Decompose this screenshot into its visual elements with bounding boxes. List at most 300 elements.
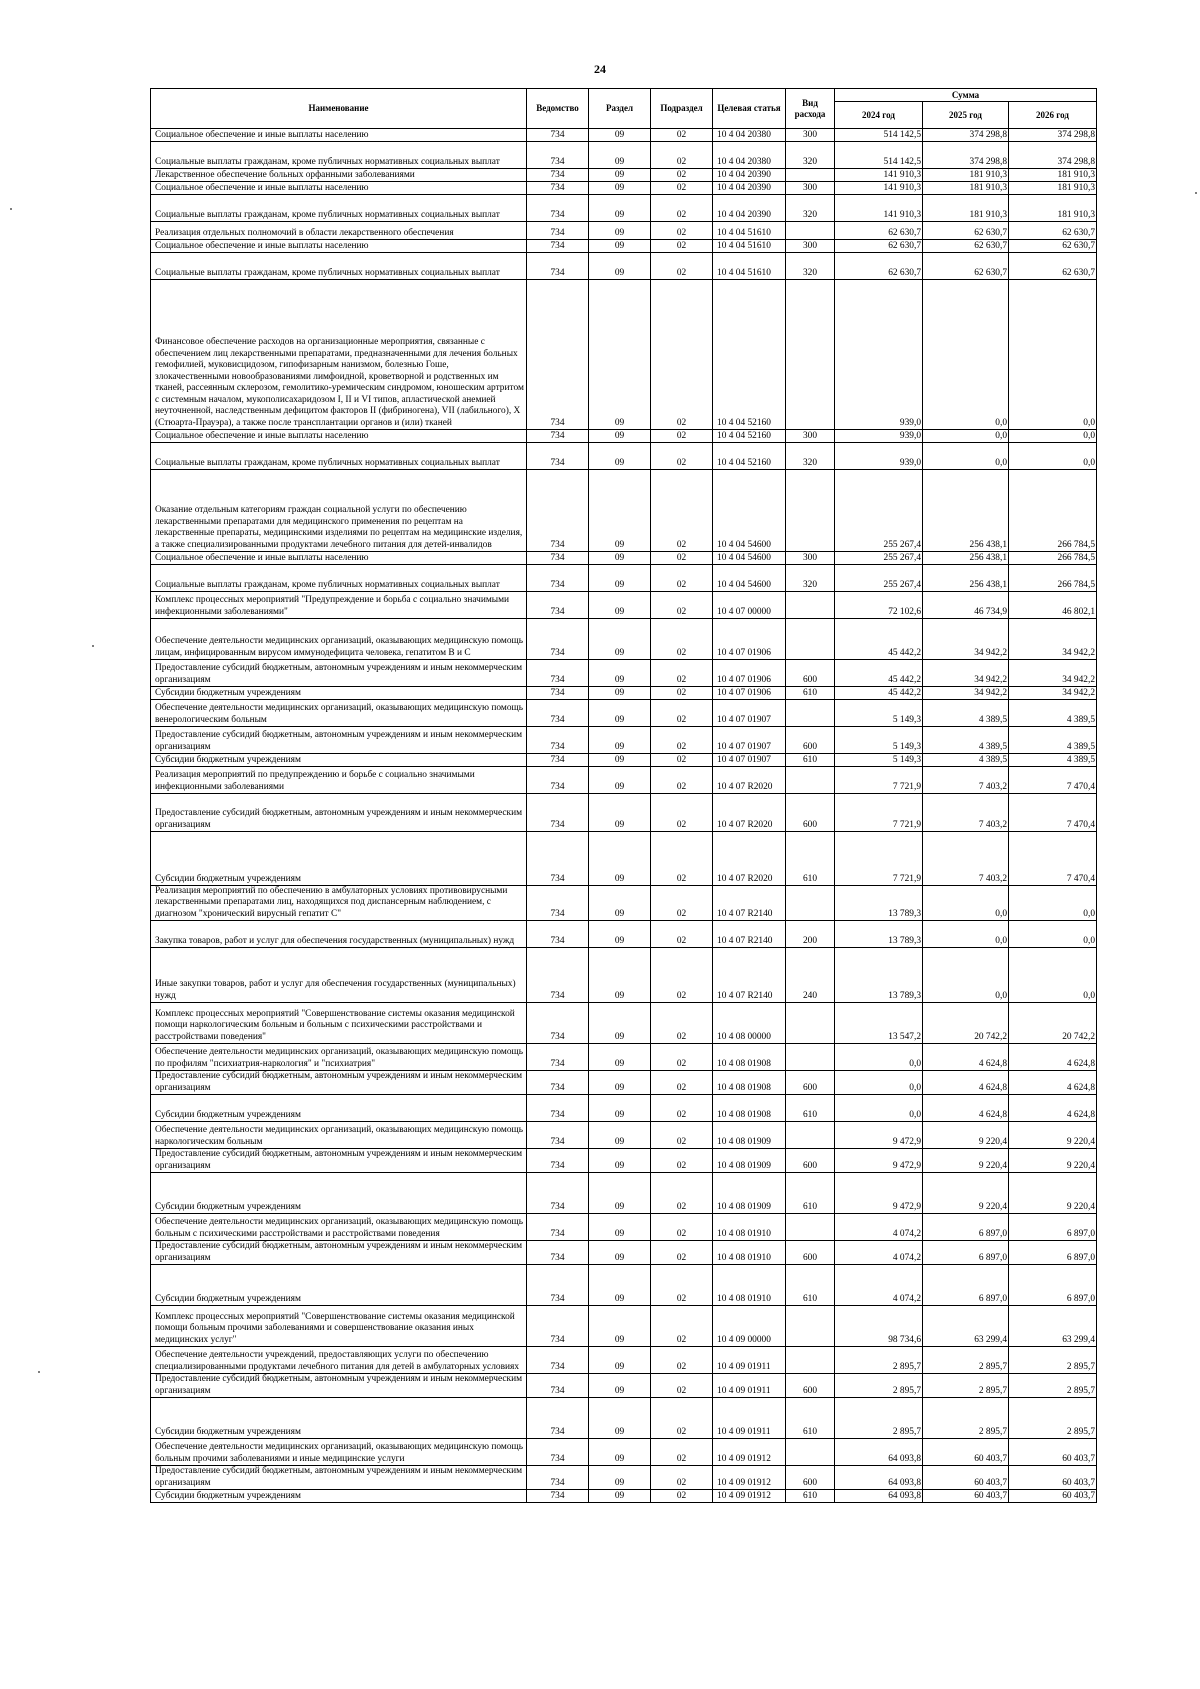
row-sum-2024: 0,0 xyxy=(835,1044,923,1071)
row-section: 09 xyxy=(589,280,651,430)
table-row xyxy=(151,470,1097,552)
row-name: Закупка товаров, работ и услуг для обеспечения государственных (муниципальных) нужд xyxy=(151,921,527,948)
row-dept: 734 xyxy=(527,1044,589,1071)
row-subsection: 02 xyxy=(651,921,713,948)
row-dept: 734 xyxy=(527,253,589,280)
row-target: 10 4 04 20390 xyxy=(713,182,786,195)
row-subsection: 02 xyxy=(651,470,713,552)
row-subsection: 02 xyxy=(651,1490,713,1503)
row-name: Субсидии бюджетным учреждениям xyxy=(151,754,527,767)
row-kind: 300 xyxy=(786,129,835,142)
row-target: 10 4 04 54600 xyxy=(713,470,786,552)
row-sum-2025: 0,0 xyxy=(923,948,1009,1003)
row-kind: 600 xyxy=(786,1374,835,1398)
table-row xyxy=(151,552,1097,565)
row-sum-2025: 9 220,4 xyxy=(923,1122,1009,1149)
row-kind: 300 xyxy=(786,430,835,443)
row-name: Субсидии бюджетным учреждениям xyxy=(151,832,527,886)
row-kind: 610 xyxy=(786,754,835,767)
row-sum-2024: 4 074,2 xyxy=(835,1265,923,1306)
row-sum-2025: 34 942,2 xyxy=(923,619,1009,660)
table-row xyxy=(151,700,1097,727)
row-section: 09 xyxy=(589,129,651,142)
row-dept: 734 xyxy=(527,794,589,832)
row-kind: 320 xyxy=(786,253,835,280)
row-sum-2025: 62 630,7 xyxy=(923,222,1009,240)
row-name: Лекарственное обеспечение больных орфанными заболеваниями xyxy=(151,169,527,182)
row-sum-2026: 6 897,0 xyxy=(1009,1265,1097,1306)
row-dept: 734 xyxy=(527,129,589,142)
row-sum-2025: 0,0 xyxy=(923,430,1009,443)
row-target: 10 4 04 20380 xyxy=(713,129,786,142)
row-section: 09 xyxy=(589,687,651,700)
row-sum-2026: 181 910,3 xyxy=(1009,169,1097,182)
row-sum-2025: 6 897,0 xyxy=(923,1241,1009,1265)
table-row xyxy=(151,948,1097,1003)
table-row xyxy=(151,921,1097,948)
row-target: 10 4 08 01909 xyxy=(713,1149,786,1173)
row-target: 10 4 04 20380 xyxy=(713,142,786,169)
row-target: 10 4 04 54600 xyxy=(713,552,786,565)
table-row xyxy=(151,886,1097,921)
row-kind: 200 xyxy=(786,921,835,948)
row-sum-2026: 4 389,5 xyxy=(1009,754,1097,767)
row-dept: 734 xyxy=(527,1122,589,1149)
table-header xyxy=(151,89,1097,129)
table-row xyxy=(151,280,1097,430)
row-subsection: 02 xyxy=(651,182,713,195)
table-row xyxy=(151,1095,1097,1122)
row-sum-2025: 20 742,2 xyxy=(923,1003,1009,1044)
table-row xyxy=(151,1241,1097,1265)
table-row xyxy=(151,1173,1097,1214)
row-sum-2026: 2 895,7 xyxy=(1009,1374,1097,1398)
row-dept: 734 xyxy=(527,886,589,921)
row-name: Обеспечение деятельности медицинских организаций, оказывающих медицинскую помощь венерологическим больным xyxy=(151,700,527,727)
row-subsection: 02 xyxy=(651,240,713,253)
row-kind xyxy=(786,592,835,619)
header-kind: Вид расхода xyxy=(786,89,835,129)
row-sum-2025: 62 630,7 xyxy=(923,253,1009,280)
row-target: 10 4 08 01910 xyxy=(713,1241,786,1265)
row-target: 10 4 04 51610 xyxy=(713,240,786,253)
row-dept: 734 xyxy=(527,470,589,552)
header-2025: 2025 год xyxy=(923,102,1009,129)
row-sum-2025: 6 897,0 xyxy=(923,1214,1009,1241)
table-row xyxy=(151,129,1097,142)
row-target: 10 4 07 00000 xyxy=(713,592,786,619)
row-target: 10 4 09 01911 xyxy=(713,1347,786,1374)
row-sum-2025: 9 220,4 xyxy=(923,1173,1009,1214)
table-row xyxy=(151,619,1097,660)
row-kind xyxy=(786,1003,835,1044)
row-sum-2025: 62 630,7 xyxy=(923,240,1009,253)
row-subsection: 02 xyxy=(651,195,713,222)
row-sum-2025: 60 403,7 xyxy=(923,1466,1009,1490)
table-row xyxy=(151,565,1097,592)
row-dept: 734 xyxy=(527,767,589,794)
row-name: Предоставление субсидий бюджетным, автономным учреждениям и иным некоммерческим организациям xyxy=(151,1241,527,1265)
row-target: 10 4 09 01911 xyxy=(713,1374,786,1398)
row-kind xyxy=(786,222,835,240)
row-name: Обеспечение деятельности медицинских организаций, оказывающих медицинскую помощь больным прочими заболеваниями и иные медицинские услуги xyxy=(151,1439,527,1466)
row-kind: 610 xyxy=(786,1398,835,1439)
row-sum-2024: 2 895,7 xyxy=(835,1374,923,1398)
row-section: 09 xyxy=(589,794,651,832)
table-row xyxy=(151,767,1097,794)
budget-table xyxy=(150,88,1097,1503)
row-sum-2026: 0,0 xyxy=(1009,430,1097,443)
row-name: Социальные выплаты гражданам, кроме публичных нормативных социальных выплат xyxy=(151,253,527,280)
row-section: 09 xyxy=(589,660,651,687)
row-target: 10 4 07 R2140 xyxy=(713,948,786,1003)
row-dept: 734 xyxy=(527,430,589,443)
row-sum-2026: 374 298,8 xyxy=(1009,142,1097,169)
row-sum-2024: 7 721,9 xyxy=(835,832,923,886)
row-name: Субсидии бюджетным учреждениям xyxy=(151,1173,527,1214)
row-target: 10 4 07 01906 xyxy=(713,619,786,660)
row-sum-2025: 7 403,2 xyxy=(923,767,1009,794)
row-kind: 600 xyxy=(786,660,835,687)
row-target: 10 4 08 01910 xyxy=(713,1214,786,1241)
row-section: 09 xyxy=(589,169,651,182)
row-section: 09 xyxy=(589,222,651,240)
row-section: 09 xyxy=(589,1241,651,1265)
row-section: 09 xyxy=(589,767,651,794)
row-section: 09 xyxy=(589,619,651,660)
row-section: 09 xyxy=(589,727,651,754)
row-sum-2026: 4 389,5 xyxy=(1009,727,1097,754)
row-target: 10 4 07 01906 xyxy=(713,660,786,687)
row-subsection: 02 xyxy=(651,169,713,182)
row-kind xyxy=(786,1214,835,1241)
row-dept: 734 xyxy=(527,700,589,727)
row-subsection: 02 xyxy=(651,443,713,470)
row-kind: 610 xyxy=(786,1265,835,1306)
row-sum-2024: 9 472,9 xyxy=(835,1149,923,1173)
row-kind: 600 xyxy=(786,1149,835,1173)
row-kind: 300 xyxy=(786,240,835,253)
row-subsection: 02 xyxy=(651,1347,713,1374)
row-name: Социальные выплаты гражданам, кроме публичных нормативных социальных выплат xyxy=(151,195,527,222)
row-sum-2024: 64 093,8 xyxy=(835,1439,923,1466)
table-row xyxy=(151,253,1097,280)
row-kind: 320 xyxy=(786,565,835,592)
row-sum-2026: 4 624,8 xyxy=(1009,1095,1097,1122)
row-section: 09 xyxy=(589,1122,651,1149)
row-section: 09 xyxy=(589,1490,651,1503)
row-sum-2024: 98 734,6 xyxy=(835,1306,923,1347)
row-sum-2026: 266 784,5 xyxy=(1009,565,1097,592)
row-name: Обеспечение деятельности медицинских организаций, оказывающих медицинскую помощь наркологическим больным xyxy=(151,1122,527,1149)
header-subsection: Подраздел xyxy=(651,89,713,129)
row-sum-2024: 141 910,3 xyxy=(835,195,923,222)
row-sum-2024: 13 547,2 xyxy=(835,1003,923,1044)
scan-speck xyxy=(10,208,12,210)
row-name: Субсидии бюджетным учреждениям xyxy=(151,1490,527,1503)
row-name: Комплекс процессных мероприятий "Совершенствование системы оказания медицинской помощи больным прочими заболеваниями и совершенствование оказания иных медицинских услуг" xyxy=(151,1306,527,1347)
row-dept: 734 xyxy=(527,142,589,169)
row-dept: 734 xyxy=(527,660,589,687)
row-kind: 610 xyxy=(786,832,835,886)
row-name: Комплекс процессных мероприятий "Совершенствование системы оказания медицинской помощи наркологическим больным и больным с психическими расстройствами и расстройствами поведения" xyxy=(151,1003,527,1044)
row-section: 09 xyxy=(589,565,651,592)
row-section: 09 xyxy=(589,430,651,443)
row-section: 09 xyxy=(589,1398,651,1439)
row-sum-2024: 255 267,4 xyxy=(835,470,923,552)
row-kind: 610 xyxy=(786,1095,835,1122)
row-kind xyxy=(786,1439,835,1466)
row-sum-2024: 939,0 xyxy=(835,280,923,430)
row-sum-2025: 374 298,8 xyxy=(923,142,1009,169)
row-name: Предоставление субсидий бюджетным, автономным учреждениям и иным некоммерческим организациям xyxy=(151,794,527,832)
row-subsection: 02 xyxy=(651,660,713,687)
row-sum-2025: 256 438,1 xyxy=(923,470,1009,552)
row-sum-2026: 266 784,5 xyxy=(1009,470,1097,552)
row-name: Обеспечение деятельности медицинских организаций, оказывающих медицинскую помощь больным с психическими расстройствами и расстройствами поведения xyxy=(151,1214,527,1241)
row-sum-2025: 9 220,4 xyxy=(923,1149,1009,1173)
row-section: 09 xyxy=(589,1173,651,1214)
row-name: Социальное обеспечение и иные выплаты населению xyxy=(151,240,527,253)
row-sum-2026: 2 895,7 xyxy=(1009,1347,1097,1374)
row-sum-2026: 0,0 xyxy=(1009,948,1097,1003)
row-sum-2025: 7 403,2 xyxy=(923,794,1009,832)
row-target: 10 4 09 01912 xyxy=(713,1490,786,1503)
row-sum-2026: 0,0 xyxy=(1009,921,1097,948)
row-sum-2024: 72 102,6 xyxy=(835,592,923,619)
row-sum-2024: 2 895,7 xyxy=(835,1347,923,1374)
row-kind xyxy=(786,886,835,921)
row-name: Комплекс процессных мероприятий "Предупреждение и борьба с социально значимыми инфекционными заболеваниями" xyxy=(151,592,527,619)
row-sum-2026: 20 742,2 xyxy=(1009,1003,1097,1044)
row-target: 10 4 08 00000 xyxy=(713,1003,786,1044)
row-sum-2024: 0,0 xyxy=(835,1071,923,1095)
row-sum-2025: 4 624,8 xyxy=(923,1095,1009,1122)
table-row xyxy=(151,592,1097,619)
table-row xyxy=(151,1398,1097,1439)
row-name: Социальные выплаты гражданам, кроме публичных нормативных социальных выплат xyxy=(151,443,527,470)
row-sum-2026: 0,0 xyxy=(1009,443,1097,470)
row-target: 10 4 04 20390 xyxy=(713,195,786,222)
row-sum-2025: 4 624,8 xyxy=(923,1044,1009,1071)
row-target: 10 4 07 01907 xyxy=(713,754,786,767)
row-sum-2026: 7 470,4 xyxy=(1009,794,1097,832)
row-section: 09 xyxy=(589,1265,651,1306)
row-sum-2024: 64 093,8 xyxy=(835,1490,923,1503)
row-section: 09 xyxy=(589,253,651,280)
row-name: Предоставление субсидий бюджетным, автономным учреждениям и иным некоммерческим организациям xyxy=(151,727,527,754)
row-target: 10 4 04 52160 xyxy=(713,280,786,430)
row-section: 09 xyxy=(589,1071,651,1095)
row-dept: 734 xyxy=(527,1095,589,1122)
table-row xyxy=(151,169,1097,182)
table-row xyxy=(151,222,1097,240)
row-target: 10 4 09 01912 xyxy=(713,1439,786,1466)
row-subsection: 02 xyxy=(651,222,713,240)
row-kind: 300 xyxy=(786,182,835,195)
row-kind xyxy=(786,1347,835,1374)
row-sum-2026: 62 630,7 xyxy=(1009,253,1097,280)
row-subsection: 02 xyxy=(651,1265,713,1306)
row-sum-2025: 0,0 xyxy=(923,886,1009,921)
row-subsection: 02 xyxy=(651,1439,713,1466)
row-dept: 734 xyxy=(527,1173,589,1214)
row-sum-2025: 0,0 xyxy=(923,280,1009,430)
row-dept: 734 xyxy=(527,552,589,565)
row-name: Социальные выплаты гражданам, кроме публичных нормативных социальных выплат xyxy=(151,565,527,592)
row-dept: 734 xyxy=(527,832,589,886)
row-sum-2026: 9 220,4 xyxy=(1009,1122,1097,1149)
row-section: 09 xyxy=(589,948,651,1003)
header-2024: 2024 год xyxy=(835,102,923,129)
row-section: 09 xyxy=(589,443,651,470)
row-name: Реализация мероприятий по обеспечению в амбулаторных условиях противовирусными лекарственными препаратами лиц, находящихся под диспансерным наблюдением, с диагнозом "хронический вирусный гепатит С" xyxy=(151,886,527,921)
row-kind xyxy=(786,1122,835,1149)
row-section: 09 xyxy=(589,240,651,253)
row-sum-2024: 5 149,3 xyxy=(835,727,923,754)
row-subsection: 02 xyxy=(651,727,713,754)
row-sum-2024: 13 789,3 xyxy=(835,886,923,921)
row-dept: 734 xyxy=(527,1398,589,1439)
row-sum-2024: 939,0 xyxy=(835,430,923,443)
row-dept: 734 xyxy=(527,565,589,592)
row-sum-2026: 6 897,0 xyxy=(1009,1241,1097,1265)
row-subsection: 02 xyxy=(651,1149,713,1173)
row-target: 10 4 08 01908 xyxy=(713,1071,786,1095)
table-row xyxy=(151,1347,1097,1374)
row-name: Социальное обеспечение и иные выплаты населению xyxy=(151,129,527,142)
row-target: 10 4 08 01909 xyxy=(713,1122,786,1149)
row-dept: 734 xyxy=(527,1149,589,1173)
row-sum-2026: 2 895,7 xyxy=(1009,1398,1097,1439)
header-dept: Ведомство xyxy=(527,89,589,129)
row-subsection: 02 xyxy=(651,280,713,430)
row-subsection: 02 xyxy=(651,1398,713,1439)
row-dept: 734 xyxy=(527,592,589,619)
row-target: 10 4 04 20390 xyxy=(713,169,786,182)
row-sum-2026: 374 298,8 xyxy=(1009,129,1097,142)
row-target: 10 4 08 01910 xyxy=(713,1265,786,1306)
header-section: Раздел xyxy=(589,89,651,129)
row-sum-2025: 4 389,5 xyxy=(923,754,1009,767)
row-kind: 320 xyxy=(786,142,835,169)
header-2026: 2026 год xyxy=(1009,102,1097,129)
row-sum-2024: 45 442,2 xyxy=(835,687,923,700)
row-target: 10 4 04 52160 xyxy=(713,443,786,470)
row-section: 09 xyxy=(589,886,651,921)
row-section: 09 xyxy=(589,592,651,619)
row-dept: 734 xyxy=(527,1466,589,1490)
page-number: 24 xyxy=(594,62,606,76)
row-kind: 240 xyxy=(786,948,835,1003)
row-sum-2026: 4 624,8 xyxy=(1009,1044,1097,1071)
row-section: 09 xyxy=(589,195,651,222)
row-section: 09 xyxy=(589,754,651,767)
table-row xyxy=(151,794,1097,832)
row-target: 10 4 07 R2140 xyxy=(713,921,786,948)
row-sum-2026: 60 403,7 xyxy=(1009,1490,1097,1503)
row-dept: 734 xyxy=(527,280,589,430)
row-kind: 610 xyxy=(786,1173,835,1214)
row-subsection: 02 xyxy=(651,142,713,169)
row-dept: 734 xyxy=(527,1214,589,1241)
row-sum-2024: 5 149,3 xyxy=(835,754,923,767)
row-kind: 600 xyxy=(786,1241,835,1265)
row-dept: 734 xyxy=(527,727,589,754)
row-target: 10 4 08 01909 xyxy=(713,1173,786,1214)
row-sum-2025: 256 438,1 xyxy=(923,552,1009,565)
row-subsection: 02 xyxy=(651,1306,713,1347)
table-row xyxy=(151,1149,1097,1173)
row-name: Иные закупки товаров, работ и услуг для обеспечения государственных (муниципальных) нужд xyxy=(151,948,527,1003)
row-sum-2026: 9 220,4 xyxy=(1009,1173,1097,1214)
row-sum-2025: 4 389,5 xyxy=(923,727,1009,754)
row-sum-2024: 7 721,9 xyxy=(835,794,923,832)
row-section: 09 xyxy=(589,832,651,886)
row-name: Реализация отдельных полномочий в области лекарственного обеспечения xyxy=(151,222,527,240)
table-row xyxy=(151,660,1097,687)
row-name: Предоставление субсидий бюджетным, автономным учреждениям и иным некоммерческим организациям xyxy=(151,1374,527,1398)
row-sum-2026: 34 942,2 xyxy=(1009,687,1097,700)
row-sum-2026: 63 299,4 xyxy=(1009,1306,1097,1347)
row-sum-2025: 181 910,3 xyxy=(923,182,1009,195)
row-target: 10 4 04 51610 xyxy=(713,222,786,240)
row-subsection: 02 xyxy=(651,832,713,886)
row-name: Финансовое обеспечение расходов на организационные мероприятия, связанные с обеспечением лиц лекарственными препаратами, предназначенными для лечения больных гемофилией, муковисцидозом, гипофизарным нанизмом, болезнью Гоше, злокачественными новообразованиями лимфоидной, кроветворной и родственных им тканей, рассеянным склерозом, гемолитико-уремическим синдромом, юношеским артритом с системным началом, мукополисахаридозом I, II и VI типов, апластической анемией неуточненной, наследственным дефицитом факторов II (фибриногена), VII (лабильного), X (Стюарта-Прауэра), а также после трансплантации органов и (или) тканей xyxy=(151,280,527,430)
row-kind xyxy=(786,169,835,182)
row-subsection: 02 xyxy=(651,253,713,280)
row-name: Обеспечение деятельности учреждений, предоставляющих услуги по обеспечению специализированными продуктами лечебного питания для детей в амбулаторных условиях xyxy=(151,1347,527,1374)
row-dept: 734 xyxy=(527,1439,589,1466)
row-kind: 320 xyxy=(786,195,835,222)
row-dept: 734 xyxy=(527,195,589,222)
row-name: Реализация мероприятий по предупреждению и борьбе с социально значимыми инфекционными заболеваниями xyxy=(151,767,527,794)
table-row xyxy=(151,1490,1097,1503)
row-sum-2024: 62 630,7 xyxy=(835,240,923,253)
table-row xyxy=(151,832,1097,886)
row-subsection: 02 xyxy=(651,565,713,592)
row-subsection: 02 xyxy=(651,1095,713,1122)
table-row xyxy=(151,727,1097,754)
row-subsection: 02 xyxy=(651,552,713,565)
row-kind: 600 xyxy=(786,794,835,832)
row-sum-2025: 2 895,7 xyxy=(923,1398,1009,1439)
row-subsection: 02 xyxy=(651,619,713,660)
row-subsection: 02 xyxy=(651,1003,713,1044)
row-name: Социальные выплаты гражданам, кроме публичных нормативных социальных выплат xyxy=(151,142,527,169)
row-sum-2024: 514 142,5 xyxy=(835,142,923,169)
row-name: Социальное обеспечение и иные выплаты населению xyxy=(151,430,527,443)
row-dept: 734 xyxy=(527,921,589,948)
row-sum-2024: 9 472,9 xyxy=(835,1173,923,1214)
row-section: 09 xyxy=(589,1214,651,1241)
row-target: 10 4 09 01912 xyxy=(713,1466,786,1490)
row-kind xyxy=(786,470,835,552)
row-sum-2025: 0,0 xyxy=(923,921,1009,948)
row-section: 09 xyxy=(589,1095,651,1122)
scan-speck xyxy=(38,1371,40,1373)
row-dept: 734 xyxy=(527,169,589,182)
row-target: 10 4 07 01907 xyxy=(713,727,786,754)
row-sum-2024: 7 721,9 xyxy=(835,767,923,794)
row-sum-2025: 0,0 xyxy=(923,443,1009,470)
row-section: 09 xyxy=(589,1149,651,1173)
row-sum-2026: 0,0 xyxy=(1009,886,1097,921)
row-dept: 734 xyxy=(527,1347,589,1374)
row-dept: 734 xyxy=(527,1374,589,1398)
row-section: 09 xyxy=(589,1439,651,1466)
table-row xyxy=(151,1122,1097,1149)
